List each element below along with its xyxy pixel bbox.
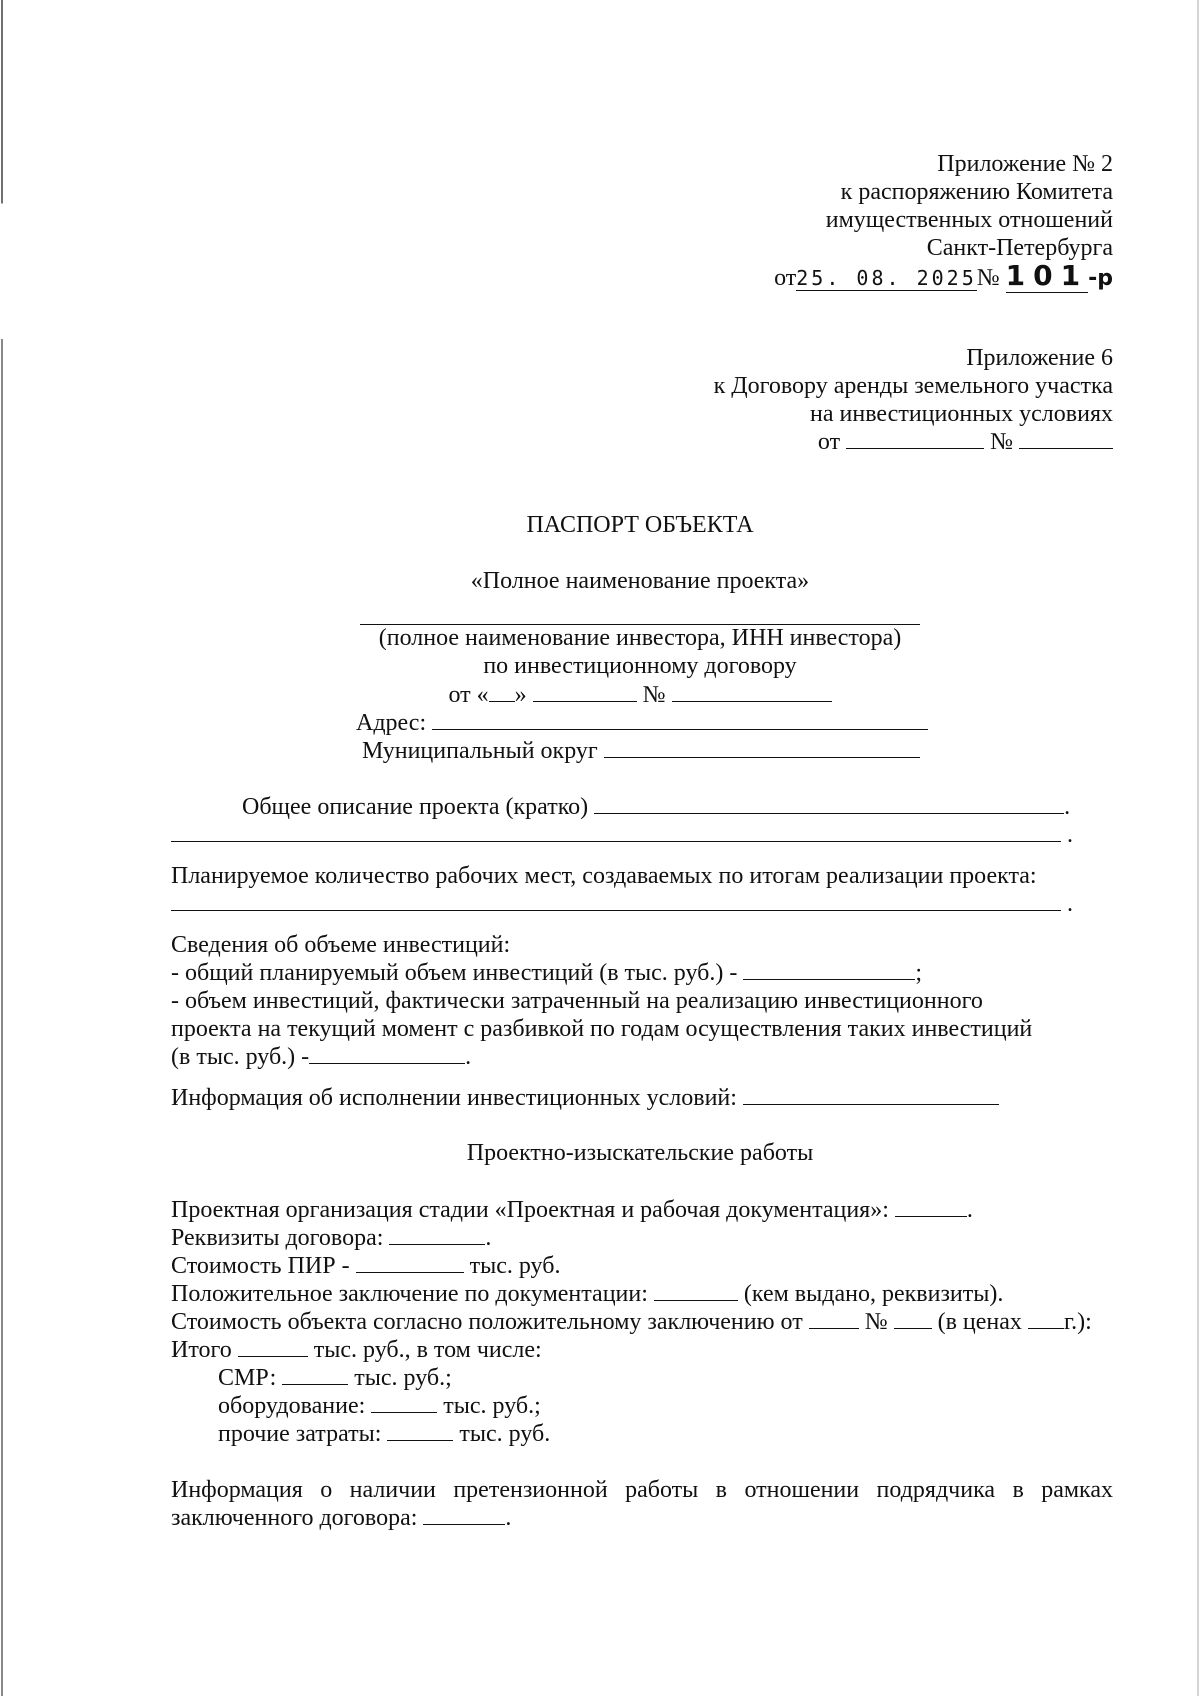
investments-actual-line1: - объем инвестиций, фактически затраченный на реализацию инвестиционного <box>171 988 983 1014</box>
claims-line2: заключенного договора: <box>171 1505 418 1531</box>
investments-total-label: - общий планируемый объем инвестиций (в тыс. руб.) - <box>171 960 738 986</box>
district-blank <box>604 737 920 758</box>
other-blank <box>387 1420 453 1441</box>
scan-edge-right <box>1197 0 1199 1696</box>
contract-header <box>714 344 1113 456</box>
section-title: Проектно-изыскательские работы <box>466 1140 814 1166</box>
order-date: 25. 08. 2025 <box>796 266 977 290</box>
contract-from-label: от <box>817 429 841 455</box>
design-contract-row: Реквизиты договора: . <box>171 1225 492 1251</box>
equipment-label: оборудование: <box>218 1393 366 1419</box>
contract-date-blank <box>846 428 984 449</box>
design-org-blank <box>895 1196 967 1217</box>
order-header-line3: имущественных отношений <box>825 207 1113 233</box>
investor-caption: (полное наименование инвестора, ИНН инвестора) <box>378 625 902 651</box>
design-org-row: Проектная организация стадии «Проектная и рабочая документация»: . <box>171 1197 973 1223</box>
inv-date-prefix: от « <box>448 682 489 708</box>
description-row-2: . <box>171 821 1073 849</box>
jobs-row: . <box>171 890 1073 918</box>
order-date-row <box>774 259 1113 293</box>
description-label: Общее описание проекта (кратко) <box>242 794 589 820</box>
order-date-prefix: от <box>774 265 797 291</box>
project-name: «Полное наименование проекта» <box>470 568 810 594</box>
object-cost-date-blank <box>809 1308 859 1329</box>
investments-actual-line3: (в тыс. руб.) - <box>171 1044 310 1070</box>
investments-actual-row: (в тыс. руб.) - . <box>171 1044 472 1070</box>
smr-unit: тыс. руб.; <box>354 1365 452 1391</box>
order-header-line1: Приложение № 2 <box>937 151 1113 177</box>
contract-number-label: № <box>990 429 1013 455</box>
design-conclusion-blank <box>654 1280 738 1301</box>
address-row <box>356 709 928 737</box>
other-unit: тыс. руб. <box>459 1421 551 1447</box>
inv-day-blank <box>489 681 515 702</box>
order-header-line2: к распоряжению Комитета <box>840 179 1113 205</box>
contract-header-line2: к Договору аренды земельного участка <box>713 373 1113 399</box>
investments-actual-blank <box>309 1043 465 1064</box>
design-cost-row <box>171 1252 560 1280</box>
other-label: прочие затраты: <box>218 1421 382 1447</box>
description-row: Общее описание проекта (кратко) . <box>242 794 1071 820</box>
jobs-label: Планируемое количество рабочих мест, создаваемых по итогам реализации проекта: <box>171 863 1037 889</box>
page-title: ПАСПОРТ ОБЪЕКТА <box>526 512 754 538</box>
scan-edge-left <box>1 0 3 1696</box>
investment-contract-date-row <box>160 681 1120 709</box>
claims-line1: Информация о наличии претензионной работы в отношении подрядчика в рамках <box>171 1477 1113 1503</box>
total-row <box>171 1336 542 1364</box>
prices-label: (в ценах <box>937 1309 1022 1335</box>
year-suffix: г.): <box>1063 1309 1092 1335</box>
equipment-blank <box>371 1392 437 1413</box>
design-cost-label: Стоимость ПИР - <box>171 1253 350 1279</box>
contract-number-blank <box>1019 428 1113 449</box>
object-cost-label: Стоимость объекта согласно положительному заключению от <box>171 1309 803 1335</box>
contract-header-line1: Приложение 6 <box>966 345 1113 371</box>
order-number-suffix: -р <box>1088 266 1113 291</box>
claims-row: заключенного договора: . <box>171 1505 512 1531</box>
smr-label: СМР: <box>218 1365 277 1391</box>
investments-heading: Сведения об объеме инвестиций: <box>171 932 511 958</box>
investments-actual-line2: проекта на текущий момент с разбивкой по годам осуществления таких инвестиций <box>171 1016 1033 1042</box>
inv-number-blank <box>672 681 832 702</box>
description-blank-2 <box>171 821 1061 842</box>
conditions-blank <box>743 1084 999 1105</box>
investments-total-blank <box>743 959 915 980</box>
design-cost-unit: тыс. руб. <box>469 1253 561 1279</box>
investor-blank <box>360 604 920 625</box>
inv-month-blank <box>533 681 637 702</box>
object-cost-no: № <box>864 1309 888 1335</box>
design-contract-blank <box>389 1224 485 1245</box>
smr-row <box>218 1364 452 1392</box>
district-label: Муниципальный округ <box>362 738 598 764</box>
design-conclusion-note: (кем выдано, реквизиты). <box>743 1281 1004 1307</box>
order-header-line4: Санкт-Петербурга <box>926 235 1113 261</box>
design-contract-label: Реквизиты договора: <box>171 1225 384 1251</box>
investments-total-row: - общий планируемый объем инвестиций (в тыс. руб.) - ; <box>171 960 923 986</box>
object-cost-number-blank <box>894 1308 932 1329</box>
contract-header-line3: на инвестиционных условиях <box>810 401 1113 427</box>
order-number-prefix: № <box>976 265 1000 291</box>
smr-blank <box>282 1364 348 1385</box>
total-blank <box>238 1336 308 1357</box>
object-cost-row <box>171 1308 1092 1336</box>
description-blank <box>594 793 1064 814</box>
jobs-blank <box>171 890 1061 911</box>
contract-caption: по инвестиционному договору <box>483 653 797 679</box>
address-label: Адрес: <box>356 710 427 736</box>
total-label: Итого <box>171 1337 232 1363</box>
conditions-label: Информация об исполнении инвестиционных условий: <box>171 1085 737 1111</box>
claims-blank <box>423 1504 505 1525</box>
prices-year-blank <box>1028 1308 1064 1329</box>
contract-date-row <box>714 428 1113 456</box>
order-header <box>774 150 1113 293</box>
address-blank <box>432 709 928 730</box>
conditions-row <box>171 1084 999 1112</box>
inv-number-label: № <box>642 682 666 708</box>
other-row <box>218 1420 550 1448</box>
design-cost-blank <box>356 1252 464 1273</box>
equipment-unit: тыс. руб.; <box>443 1393 541 1419</box>
order-number: 101 <box>1005 259 1089 292</box>
district-row <box>362 737 920 765</box>
design-org-label: Проектная организация стадии «Проектная и рабочая документация»: <box>171 1197 889 1223</box>
equipment-row <box>218 1392 541 1420</box>
design-conclusion-label: Положительное заключение по документации: <box>171 1281 648 1307</box>
design-conclusion-row <box>171 1280 1003 1308</box>
inv-date-mid: » <box>514 682 527 708</box>
total-unit: тыс. руб., в том числе: <box>313 1337 542 1363</box>
